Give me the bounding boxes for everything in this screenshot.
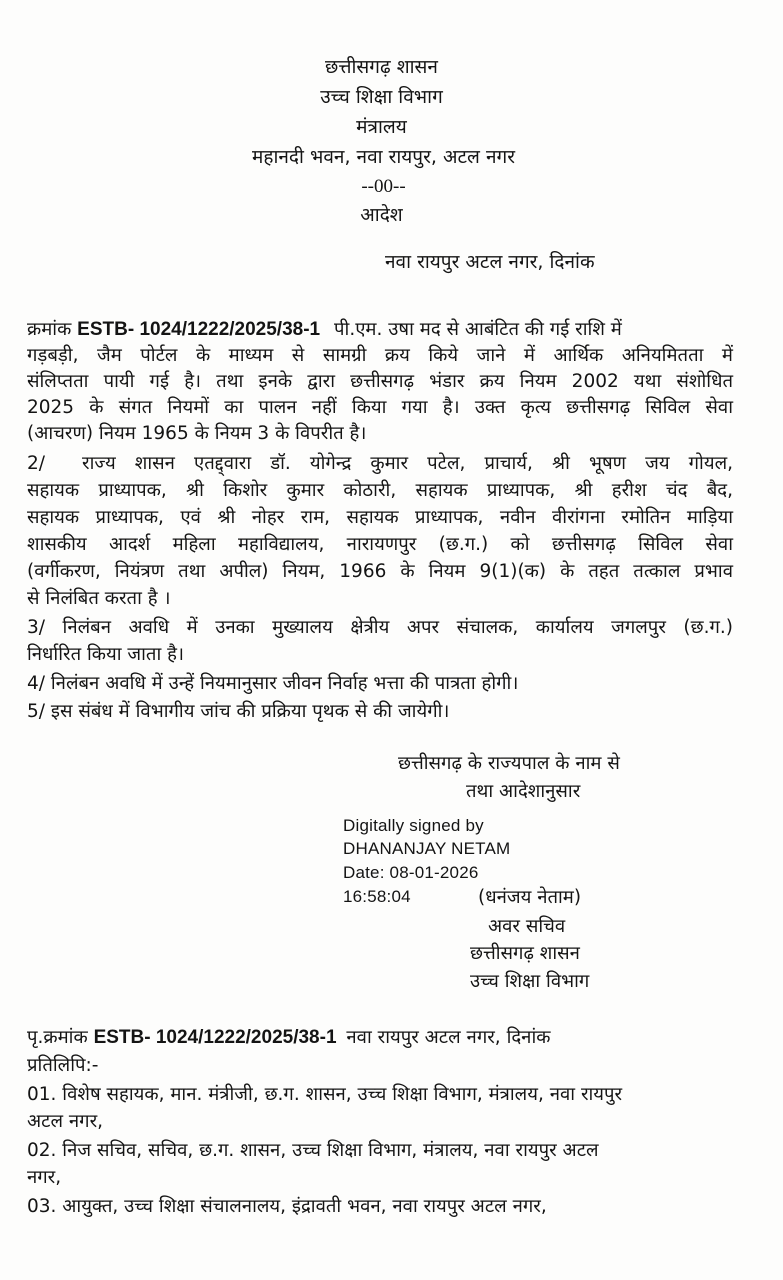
copy-item-3-line-1: 03. आयुक्त, उच्च शिक्षा संचालनालय, इंद्रावती भवन, नवा रायपुर अटल नगर, <box>27 1196 547 1217</box>
para2-line-6: से निलंबित करता है । <box>27 588 171 609</box>
para2-line-3: सहायक प्राध्यापक, एवं श्री नोहर राम, सहायक प्राध्यापक, नवीन वीरांगना रमोतिन माड़िया <box>27 507 733 528</box>
copy-item-2-line-1: 02. निज सचिव, सचिव, छ.ग. शासन, उच्च शिक्षा विभाग, मंत्रालय, नवा रायपुर अटल <box>27 1140 599 1161</box>
endorsement-prefix: पृ.क्रमांक <box>27 1027 88 1048</box>
para2-number: 2/ <box>27 453 46 474</box>
para2-line-4: शासकीय आदर्श महिला महाविद्यालय, नारायणपुर (छ.ग.) को छत्तीसगढ़ सिविल सेवा <box>27 534 733 555</box>
para3-line-2: निर्धारित किया जाता है। <box>27 644 184 665</box>
digital-signature-time: 16:58:04 <box>343 887 411 906</box>
para1-line-5: (आचरण) नियम 1965 के नियम 3 के विपरीत है। <box>27 423 367 444</box>
header-ministry: मंत्रालय <box>356 116 407 138</box>
header-address: महानदी भवन, नवा रायपुर, अटल नगर <box>252 146 515 168</box>
para1-line-3: संलिप्तता पायी गई है। तथा इनके द्वारा छत्तीसगढ़ भंडार क्रय नियम 2002 यथा संशोधित <box>27 371 733 392</box>
order-number-prefix: क्रमांक <box>27 319 72 340</box>
digital-signature-line-1: Digitally signed by <box>343 816 484 835</box>
para1-line-2: गड़बड़ी, जैम पोर्टल के माध्यम से सामग्री क्रय किये जाने में आर्थिक अनियमितता में <box>27 345 733 366</box>
order-reference: ESTB- 1024/1222/2025/38-1 <box>77 319 321 340</box>
digital-signature-date: Date: 08-01-2026 <box>343 863 479 882</box>
para5: 5/ इस संबंध में विभागीय जांच की प्रक्रिया पृथक से की जायेगी। <box>27 701 450 722</box>
endorsement-number-line <box>27 1026 550 1050</box>
header-separator: --00-- <box>361 176 406 197</box>
header-government: छत्तीसगढ़ शासन <box>325 56 438 78</box>
copy-item-1-line-1: 01. विशेष सहायक, मान. मंत्रीजी, छ.ग. शासन, उच्च शिक्षा विभाग, मंत्रालय, नवा रायपुर <box>27 1084 623 1105</box>
authority-line-2: तथा आदेशानुसार <box>466 781 581 802</box>
signatory-department: उच्च शिक्षा विभाग <box>470 971 590 992</box>
order-number-line <box>27 318 622 342</box>
para3-line-1: 3/ निलंबन अवधि में उनका मुख्यालय क्षेत्रीय अपर संचालक, कार्यालय जगलपुर (छ.ग.) <box>27 617 733 638</box>
para2-line-2: सहायक प्राध्यापक, श्री किशोर कुमार कोठारी, सहायक प्राध्यापक, श्री हरीश चंद बैद, <box>27 480 733 501</box>
copy-item-2-line-2: नगर, <box>27 1167 62 1188</box>
para4: 4/ निलंबन अवधि में उन्हें नियमानुसार जीवन निर्वाह भत्ता की पात्रता होगी। <box>27 673 519 694</box>
endorsement-reference: ESTB- 1024/1222/2025/38-1 <box>93 1027 337 1048</box>
place-date: नवा रायपुर अटल नगर, दिनांक <box>385 251 595 273</box>
para1-line-1: पी.एम. उषा मद से आबंटित की गई राशि में <box>334 319 622 340</box>
copy-item-1-line-2: अटल नगर, <box>27 1111 104 1132</box>
digital-signature-name: DHANANJAY NETAM <box>343 839 511 858</box>
para1-line-4: 2025 के संगत नियमों का पालन नहीं किया गया है। उक्त कृत्य छत्तीसगढ़ सिविल सेवा <box>27 397 733 418</box>
signatory-designation: अवर सचिव <box>488 916 566 937</box>
order-title: आदेश <box>360 204 403 226</box>
para2-line-5: (वर्गीकरण, नियंत्रण तथा अपील) नियम, 1966 के नियम 9(1)(क) के तहत तत्काल प्रभाव <box>27 561 733 582</box>
para2-line-1: राज्य शासन एतद्द्वारा डॉ. योगेन्द्र कुमार पटेल, प्राचार्य, श्री भूषण जय गोयल, <box>82 453 733 474</box>
header-department: उच्च शिक्षा विभाग <box>320 86 443 108</box>
signatory-government: छत्तीसगढ़ शासन <box>470 943 580 964</box>
endorsement-place-date: नवा रायपुर अटल नगर, दिनांक <box>346 1027 551 1048</box>
signatory-name: (धनंजय नेताम) <box>478 887 582 908</box>
authority-line-1: छत्तीसगढ़ के राज्यपाल के नाम से <box>398 753 620 774</box>
copy-label: प्रतिलिपि:- <box>27 1055 99 1076</box>
